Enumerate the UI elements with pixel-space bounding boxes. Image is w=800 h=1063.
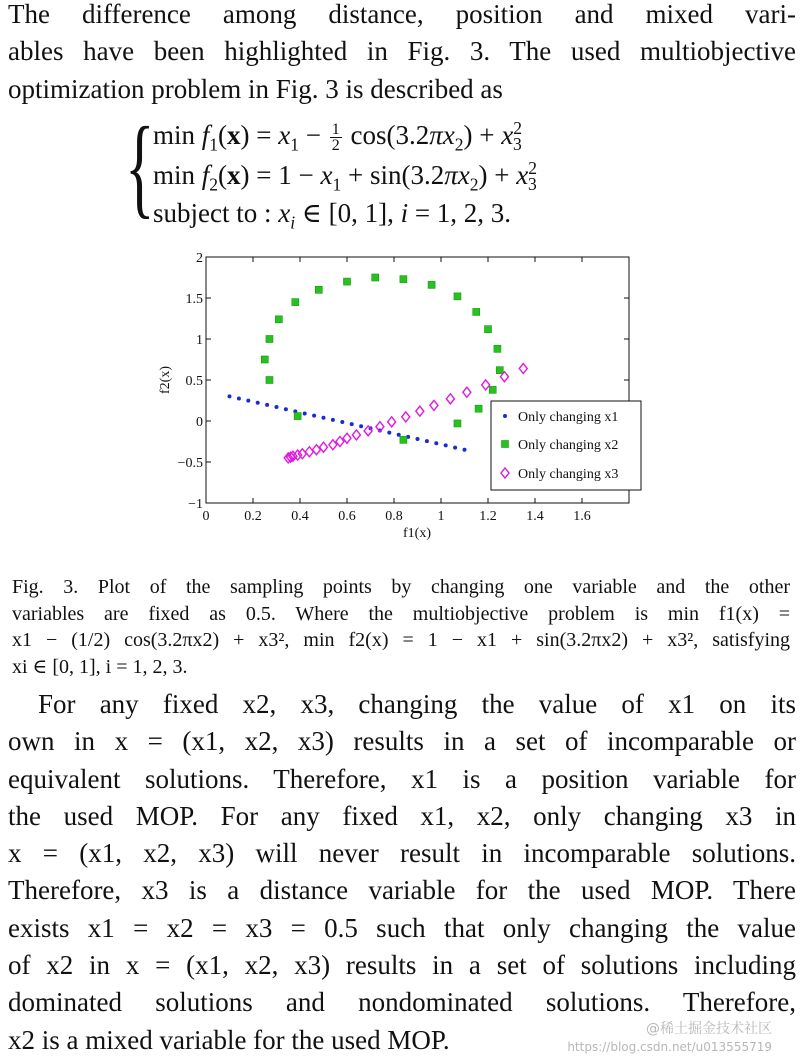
data-point-series-3 [312, 445, 320, 455]
x-tick-label: 0.6 [338, 509, 356, 524]
data-point-series-1 [265, 403, 269, 407]
y-tick-label: −1 [188, 497, 203, 512]
x-tick-label: 0.2 [244, 509, 262, 524]
data-point-series-2 [428, 281, 435, 288]
data-point-series-1 [340, 420, 344, 424]
data-point-series-1 [425, 439, 429, 443]
x-tick-label: 1.4 [526, 509, 544, 524]
data-point-series-3 [402, 412, 410, 422]
fig3-scatter-chart [150, 250, 650, 545]
body-line-3: equivalent solutions. Therefore, x1 is a position variable for [8, 763, 796, 794]
intro-line-2: ables have been highlighted in Fig. 3. The used multiobjective [8, 36, 796, 67]
y-tick-label: 0.5 [185, 374, 203, 389]
legend-marker-2 [502, 441, 509, 448]
x-tick-label: 1.6 [573, 509, 591, 524]
data-point-series-2 [400, 276, 407, 283]
y-tick-label: −0.5 [177, 456, 203, 471]
x-tick-label: 0.8 [385, 509, 403, 524]
x-tick-labels [203, 509, 591, 524]
data-point-series-1 [444, 443, 448, 447]
data-point-series-2 [292, 299, 299, 306]
data-point-series-2 [344, 278, 351, 285]
legend-marker-1 [503, 414, 507, 418]
left-brace: { [125, 105, 155, 229]
legend-label-x3: Only changing x3 [518, 467, 619, 482]
data-point-series-2 [475, 405, 482, 412]
data-point-series-2 [372, 274, 379, 281]
data-point-series-1 [331, 418, 335, 422]
data-point-series-3 [430, 400, 438, 410]
data-point-series-1 [387, 431, 391, 435]
data-point-series-3 [305, 447, 313, 457]
equation-row-2: $\min f_2(x) = 1 - x_1 + \sin(3.2\pi x_2) + x^2_3$ [153, 158, 537, 195]
data-point-series-2 [473, 308, 480, 315]
data-point-series-1 [453, 446, 457, 450]
data-point-series-1 [284, 407, 288, 411]
data-point-series-1 [303, 411, 307, 415]
data-point-series-1 [275, 405, 279, 409]
data-point-series-3 [388, 417, 396, 427]
data-points [228, 274, 528, 463]
data-point-series-2 [454, 420, 461, 427]
caption-line-1: Fig. 3. Plot of the sampling points by changing one variable and the other [12, 576, 790, 598]
caption-line-2: variables are fixed as 0.5. Where the multiobjective problem is min f1(x) = [12, 602, 790, 625]
body-line-6: Therefore, x3 is a distance variable for the used MOP. There [8, 875, 796, 906]
data-point-series-1 [256, 401, 260, 405]
x-tick-label: 1 [437, 509, 445, 524]
data-point-series-3 [463, 387, 471, 397]
data-point-series-1 [312, 414, 316, 418]
data-point-series-2 [496, 367, 503, 374]
body-line-9: dominated solutions and nondominated solutions. Therefore, [8, 987, 796, 1018]
y-tick-label: 0 [196, 415, 203, 430]
body-line-1: For any fixed x2, x3, changing the value of x1 on its [38, 689, 796, 719]
legend-label-x1: Only changing x1 [518, 410, 619, 425]
y-tick-label: 2 [196, 251, 203, 266]
body-line-10: x2 is a mixed variable for the used MOP. [8, 1024, 450, 1055]
data-point-series-2 [266, 336, 273, 343]
data-point-series-2 [485, 326, 492, 333]
watermark-url: https://blog.csdn.net/u013555719 [567, 1040, 772, 1054]
y-tick-label: 1.5 [185, 292, 203, 307]
data-point-series-2 [294, 413, 301, 420]
legend-label-x2: Only changing x2 [518, 438, 619, 453]
x-tick-label: 0.4 [291, 509, 309, 524]
intro-line-1: The difference among distance, position and mixed vari- [8, 0, 796, 29]
data-point-series-1 [416, 437, 420, 441]
data-point-series-3 [416, 406, 424, 416]
watermark-site: @稀土掘金技术社区 [646, 1021, 772, 1037]
body-line-5: x = (x1, x2, x3) will never result in incomparable solutions. [8, 838, 796, 869]
data-point-series-2 [454, 293, 461, 300]
data-point-series-3 [482, 380, 490, 390]
legend [491, 401, 641, 490]
data-point-series-1 [228, 394, 232, 398]
data-point-series-1 [246, 399, 250, 403]
body-paragraph [8, 686, 796, 1059]
figure-caption [12, 574, 790, 680]
caption-line-3: x1 − (1/2) cos(3.2πx2) + x3², min f2(x) = 1 − x1 + sin(3.2πx2) + x3², satisfying [12, 629, 790, 651]
data-point-series-2 [494, 345, 501, 352]
equation-block [125, 105, 665, 234]
data-point-series-1 [350, 422, 354, 426]
data-point-series-3 [446, 394, 454, 404]
data-point-series-3 [519, 364, 527, 374]
data-point-series-1 [237, 397, 241, 401]
caption-line-4: xi ∈ [0, 1], i = 1, 2, 3. [12, 655, 188, 678]
x-axis-label: f1(x) [403, 526, 431, 541]
intro-paragraph [8, 0, 796, 108]
equation-row-1: $\min f_1(x) = x_1$ − $\frac{1}{2}$ $\cos(3.2\pi x_2) + x^2_3$ [153, 118, 522, 155]
data-point-series-1 [463, 448, 467, 452]
data-point-series-2 [315, 286, 322, 293]
y-tick-label: 1 [196, 333, 203, 348]
data-point-series-2 [489, 386, 496, 393]
data-point-series-1 [359, 424, 363, 428]
data-point-series-1 [434, 441, 438, 445]
body-line-8: of x2 in x = (x1, x2, x3) results in a set of solutions including [8, 950, 796, 981]
body-line-7: exists x1 = x2 = x3 = 0.5 such that only changing the value [8, 912, 796, 943]
data-point-series-3 [320, 442, 328, 452]
body-line-2: own in x = (x1, x2, x3) results in a set of incomparable or [8, 726, 796, 757]
body-line-4: the used MOP. For any fixed x1, x2, only changing x3 in [8, 800, 796, 831]
equation-row-3: subject to : $x_i$ ∈ [0, 1], i = 1, 2, 3. [153, 198, 512, 233]
data-point-series-2 [266, 377, 273, 384]
x-tick-label: 1.2 [479, 509, 497, 524]
y-tick-labels [178, 251, 203, 512]
data-point-series-1 [322, 416, 326, 420]
data-point-series-3 [352, 430, 360, 440]
x-tick-label: 0 [202, 509, 210, 524]
y-axis-label: f2(x) [158, 366, 173, 394]
data-point-series-2 [275, 316, 282, 323]
data-point-series-2 [261, 356, 268, 363]
intro-line-3: optimization problem in Fig. 3 is described as [8, 73, 503, 104]
data-point-series-2 [400, 436, 407, 443]
